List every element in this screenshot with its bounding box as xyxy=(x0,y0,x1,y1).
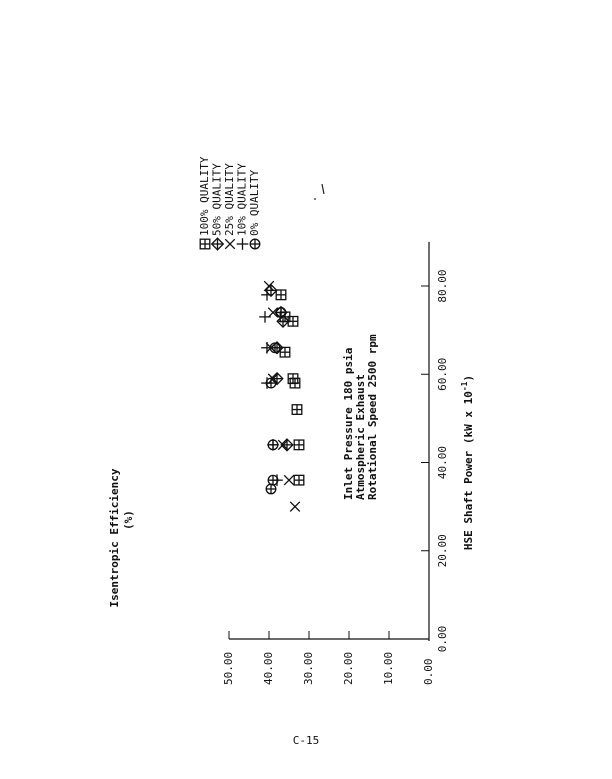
series-circle-plus xyxy=(266,308,286,494)
y-tick-label: 50.00 xyxy=(222,651,235,685)
page-number: C-15 xyxy=(292,734,320,747)
legend-marker xyxy=(225,239,235,249)
data-point xyxy=(292,405,302,415)
legend-label: 25% QUALITY xyxy=(223,163,236,236)
data-point xyxy=(270,343,280,353)
data-point xyxy=(294,440,304,450)
annotation-line: Inlet Pressure 180 psia xyxy=(342,347,355,500)
x-axis-title xyxy=(460,375,475,550)
data-point xyxy=(259,311,271,323)
x-tick-label: 40.00 xyxy=(436,445,449,480)
legend-marker xyxy=(212,238,224,250)
y-tick-label: 0.00 xyxy=(422,658,435,685)
data-point xyxy=(268,440,278,450)
annotation-line: Rotational Speed 2500 rpm xyxy=(366,334,379,500)
legend-label: 10% QUALITY xyxy=(235,163,249,236)
y-tick-label: 20.00 xyxy=(342,651,355,685)
y-tick-label: 40.00 xyxy=(262,651,275,685)
data-point xyxy=(294,475,304,485)
y-tick-label: 30.00 xyxy=(302,651,315,685)
legend-marker xyxy=(237,238,249,250)
scan-speck xyxy=(314,198,316,200)
x-tick-label: 0.00 xyxy=(436,625,449,653)
legend-marker xyxy=(250,239,260,249)
legend-label: 50% QUALITY xyxy=(210,163,224,236)
data-point xyxy=(268,475,278,485)
legend-label: 0% QUALITY xyxy=(248,169,261,236)
x-tick-label: 20.00 xyxy=(436,534,449,568)
data-point xyxy=(266,484,276,494)
scan-speck xyxy=(322,184,324,194)
x-tick-label: 60.00 xyxy=(436,357,449,391)
annotation xyxy=(342,334,379,500)
data-point xyxy=(290,502,300,512)
data-point xyxy=(284,475,294,485)
data-point xyxy=(276,308,286,318)
data-point xyxy=(266,378,276,388)
y-axis-title xyxy=(108,468,135,607)
x-axis-label: HSE Shaft Power (kW x $10^{-1}$) xyxy=(460,374,475,551)
y-tick-label: 10.00 xyxy=(382,651,395,685)
legend-label: 100% QUALITY xyxy=(198,156,211,236)
annotation-line: Atmospheric Exhaust xyxy=(354,374,367,500)
x-tick-label: 80.00 xyxy=(436,269,449,303)
legend-marker xyxy=(200,239,210,249)
data-point xyxy=(276,290,286,300)
y-axis-unit: (%) xyxy=(122,510,135,530)
y-axis-label: Isentropic Efficiency xyxy=(108,468,121,608)
series-square-plus xyxy=(276,290,304,485)
legend xyxy=(198,156,261,250)
